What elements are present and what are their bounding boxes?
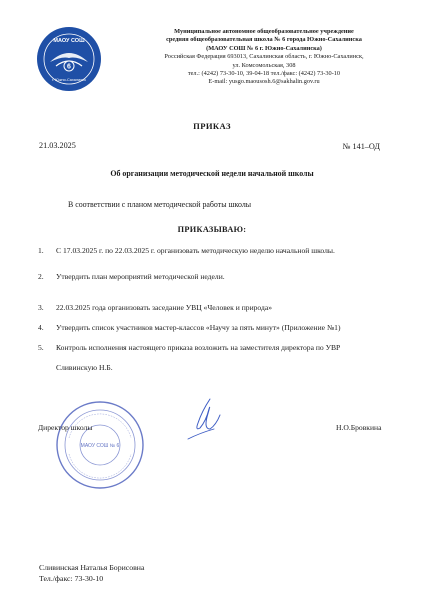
logo-text-bottom: г. Южно-Сахалинск: [52, 78, 86, 82]
header-line-3: (МАОУ СОШ № 6 г. Южно-Сахалинска): [206, 44, 322, 52]
item-number: 4.: [38, 323, 44, 332]
header-line-2: средняя общеобразовательная школа № 6 города Южно-Сахалинска: [166, 36, 362, 44]
list-item: [38, 272, 225, 281]
executor-phone: Тел./факс: 73-30-10: [39, 574, 104, 583]
decree-heading: ПРИКАЗЫВАЮ:: [177, 225, 247, 234]
school-header: [118, 28, 410, 87]
document-number: № 141–ОД: [342, 142, 380, 151]
document-date: 21.03.2025: [39, 141, 76, 150]
item-number: 3.: [38, 303, 44, 312]
document-subject: Об организации методической недели начальной школы: [110, 169, 314, 178]
document-basis: В соответствии с планом методической работы школы: [68, 200, 252, 209]
document-title: ПРИКАЗ: [193, 121, 231, 131]
item-text: Утвердить список участников мастер-классов «Научу за пять минут» (Приложение №1): [56, 323, 341, 332]
item-5-continuation: Сливинскую Н.Б.: [56, 363, 113, 372]
director-signature: [180, 395, 232, 447]
signatory-name: Н.О.Бровкина: [336, 423, 382, 432]
list-item: [38, 303, 272, 312]
school-logo: [36, 26, 102, 92]
list-item: [38, 323, 341, 332]
header-line-6: тел.: (4242) 73-30-10, 39-04-18 тел./факс: (4242) 73-30-10: [187, 70, 341, 78]
item-number: 1.: [38, 246, 44, 255]
item-text: Утвердить план мероприятий методической недели.: [56, 272, 225, 281]
header-line-4: Российская Федерация 693013, Сахалинская область, г. Южно-Сахалинск,: [164, 53, 364, 61]
official-seal: [55, 400, 145, 490]
item-text: С 17.03.2025 г. по 22.03.2025 г. организовать методическую неделю начальной школы.: [56, 246, 335, 255]
director-label: Директор школы: [38, 423, 93, 432]
item-number: 5.: [38, 343, 44, 352]
header-line-1: Муниципальное автономное общеобразовательное учреждение: [174, 28, 354, 35]
item-text: 22.03.2025 года организовать заседание УВЦ «Человек и природа»: [56, 303, 273, 312]
list-item: [38, 343, 340, 352]
item-number: 2.: [38, 272, 44, 281]
item-text: Контроль исполнения настоящего приказа возложить на заместителя директора по УВР: [56, 343, 341, 352]
header-line-7: E-mail: yusgo.maousosh.6@sakhalin.gov.ru: [208, 78, 320, 86]
list-item: [38, 246, 335, 255]
logo-text-top: МАОУ СОШ: [53, 38, 85, 44]
header-line-5: ул. Комсомольская, 308: [232, 61, 296, 69]
executor-name: Сливинская Наталья Борисовна: [39, 563, 145, 572]
logo-number: 6: [67, 63, 71, 71]
seal-text: МАОУ СОШ № 6: [80, 443, 120, 449]
